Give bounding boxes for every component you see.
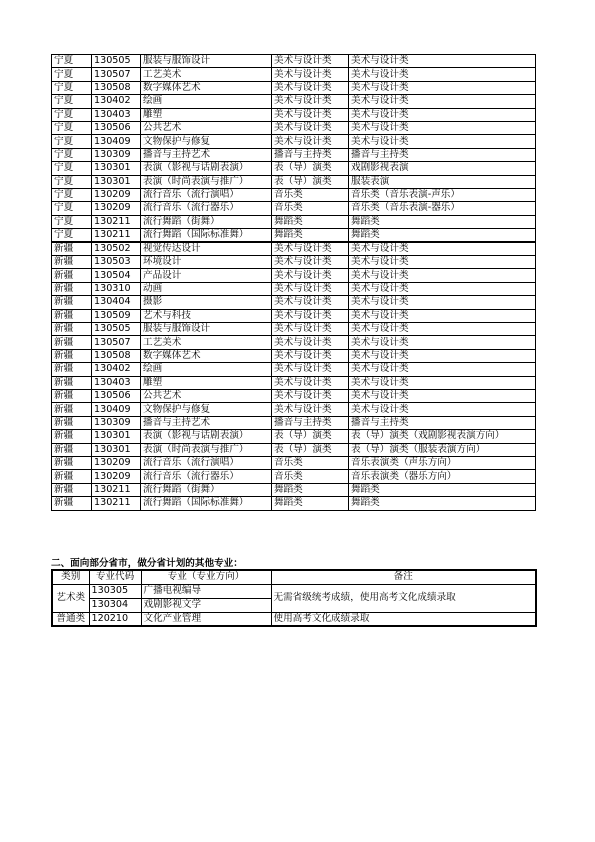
province-cell: 新疆 [52, 483, 92, 496]
exam-category-cell: 美术与设计类 [349, 108, 536, 121]
province-cell: 新疆 [52, 349, 92, 362]
major-cell: 流行音乐（流行器乐） [141, 470, 272, 483]
table-row [52, 497, 536, 510]
major-cell: 环境设计 [141, 256, 272, 269]
table-row [52, 108, 536, 121]
table-row [52, 81, 536, 94]
major-cell: 流行舞蹈（国际标准舞） [141, 229, 272, 243]
exam-category-cell: 美术与设计类 [349, 389, 536, 402]
major-cell: 雕塑 [141, 108, 272, 121]
table-row [52, 336, 536, 349]
table-row [52, 443, 536, 456]
major-cell: 流行音乐（流行器乐） [141, 202, 272, 215]
table-row [52, 55, 536, 68]
code-cell: 130509 [92, 309, 141, 322]
code-cell: 130404 [92, 296, 141, 309]
major-cell: 产品设计 [141, 269, 272, 282]
exam-category-cell: 美术与设计类 [349, 403, 536, 416]
category-cell: 艺术类 [52, 584, 89, 612]
province-cell: 新疆 [52, 282, 92, 295]
header-row [52, 570, 536, 584]
exam-category-cell: 音乐类（音乐表演-声乐） [349, 188, 536, 201]
major-cell: 服装与服饰设计 [141, 55, 272, 68]
code-cell: 130301 [92, 430, 141, 443]
category-cell: 美术与设计类 [272, 121, 349, 134]
province-cell: 新疆 [52, 430, 92, 443]
exam-category-cell: 舞蹈类 [349, 229, 536, 243]
header-major: 专业（专业方向） [141, 570, 271, 584]
exam-category-cell: 舞蹈类 [349, 215, 536, 228]
category-cell: 美术与设计类 [272, 296, 349, 309]
exam-category-cell: 美术与设计类 [349, 349, 536, 362]
category-cell: 舞蹈类 [272, 229, 349, 243]
province-cell: 宁夏 [52, 55, 92, 68]
province-cell: 宁夏 [52, 215, 92, 228]
note-cell: 使用高考文化成绩录取 [271, 612, 536, 626]
major-cell: 服装与服饰设计 [141, 323, 272, 336]
exam-category-cell: 美术与设计类 [349, 269, 536, 282]
major-cell: 数字媒体艺术 [141, 349, 272, 362]
exam-category-cell: 音乐类（音乐表演-器乐） [349, 202, 536, 215]
category-cell: 表（导）演类 [272, 175, 349, 188]
major-cell: 表演（影视与话剧表演） [141, 162, 272, 175]
major-cell: 摄影 [141, 296, 272, 309]
category-cell: 音乐类 [272, 188, 349, 201]
major-cell: 表演（影视与话剧表演） [141, 430, 272, 443]
code-cell: 130304 [89, 598, 141, 612]
province-cell: 新疆 [52, 497, 92, 510]
exam-category-cell: 音乐表演类（声乐方向） [349, 456, 536, 469]
other-majors-table [51, 569, 537, 627]
province-cell: 新疆 [52, 256, 92, 269]
code-cell: 130409 [92, 403, 141, 416]
category-cell: 美术与设计类 [272, 389, 349, 402]
major-cell: 流行音乐（流行演唱） [141, 188, 272, 201]
major-cell: 流行舞蹈（街舞） [141, 483, 272, 496]
code-cell: 130506 [92, 121, 141, 134]
province-cell: 新疆 [52, 389, 92, 402]
major-cell: 视觉传达设计 [141, 242, 272, 256]
major-cell: 文化产业管理 [141, 612, 271, 626]
province-cell: 新疆 [52, 403, 92, 416]
code-cell: 130309 [92, 148, 141, 161]
province-cell: 新疆 [52, 470, 92, 483]
code-cell: 130301 [92, 175, 141, 188]
category-cell: 美术与设计类 [272, 55, 349, 68]
code-cell: 130505 [92, 55, 141, 68]
code-cell: 130402 [92, 363, 141, 376]
province-cell: 新疆 [52, 363, 92, 376]
note-cell: 无需省级统考成绩，使用高考文化成绩录取 [271, 584, 536, 612]
category-cell: 美术与设计类 [272, 242, 349, 256]
major-cell: 绘画 [141, 363, 272, 376]
major-cell: 工艺美术 [141, 336, 272, 349]
table-row [52, 256, 536, 269]
table-row [52, 188, 536, 201]
table-row [52, 584, 536, 598]
province-cell: 新疆 [52, 323, 92, 336]
province-cell: 新疆 [52, 269, 92, 282]
category-cell: 播音与主持类 [272, 416, 349, 429]
province-cell: 宁夏 [52, 175, 92, 188]
code-cell: 130209 [92, 470, 141, 483]
category-cell: 美术与设计类 [272, 269, 349, 282]
code-cell: 130504 [92, 269, 141, 282]
exam-category-cell: 美术与设计类 [349, 376, 536, 389]
category-cell: 美术与设计类 [272, 403, 349, 416]
category-cell: 表（导）演类 [272, 430, 349, 443]
exam-category-cell: 美术与设计类 [349, 135, 536, 148]
header-category: 类别 [52, 570, 89, 584]
table-row [52, 282, 536, 295]
province-cell: 宁夏 [52, 121, 92, 134]
code-cell: 120210 [89, 612, 141, 626]
category-cell: 表（导）演类 [272, 443, 349, 456]
exam-category-cell: 戏剧影视表演 [349, 162, 536, 175]
code-cell: 130402 [92, 95, 141, 108]
province-cell: 宁夏 [52, 68, 92, 81]
code-cell: 130211 [92, 229, 141, 243]
major-cell: 文物保护与修复 [141, 135, 272, 148]
major-cell: 播音与主持艺术 [141, 416, 272, 429]
code-cell: 130505 [92, 323, 141, 336]
exam-category-cell: 美术与设计类 [349, 363, 536, 376]
table-row [52, 430, 536, 443]
code-cell: 130508 [92, 81, 141, 94]
category-cell: 美术与设计类 [272, 282, 349, 295]
table-row [52, 376, 536, 389]
table-row [52, 296, 536, 309]
table-row [52, 121, 536, 134]
province-cell: 宁夏 [52, 162, 92, 175]
category-cell: 美术与设计类 [272, 323, 349, 336]
table-row [52, 148, 536, 161]
table-row [52, 162, 536, 175]
table-row [52, 175, 536, 188]
major-cell: 广播电视编导 [141, 584, 271, 598]
table-row [52, 470, 536, 483]
major-cell: 播音与主持艺术 [141, 148, 272, 161]
major-cell: 公共艺术 [141, 389, 272, 402]
province-cell: 新疆 [52, 336, 92, 349]
code-cell: 130211 [92, 215, 141, 228]
major-cell: 绘画 [141, 95, 272, 108]
province-cell: 宁夏 [52, 148, 92, 161]
exam-category-cell: 美术与设计类 [349, 55, 536, 68]
code-cell: 130502 [92, 242, 141, 256]
exam-category-cell: 舞蹈类 [349, 483, 536, 496]
code-cell: 130403 [92, 376, 141, 389]
code-cell: 130309 [92, 416, 141, 429]
category-cell: 美术与设计类 [272, 135, 349, 148]
table-row [52, 483, 536, 496]
code-cell: 130507 [92, 336, 141, 349]
category-cell: 播音与主持类 [272, 148, 349, 161]
code-cell: 130508 [92, 349, 141, 362]
table-row [52, 389, 536, 402]
major-cell: 流行舞蹈（街舞） [141, 215, 272, 228]
category-cell: 美术与设计类 [272, 336, 349, 349]
province-cell: 新疆 [52, 309, 92, 322]
code-cell: 130403 [92, 108, 141, 121]
exam-category-cell: 美术与设计类 [349, 81, 536, 94]
exam-category-cell: 美术与设计类 [349, 121, 536, 134]
province-cell: 新疆 [52, 376, 92, 389]
category-cell: 美术与设计类 [272, 363, 349, 376]
category-cell: 美术与设计类 [272, 376, 349, 389]
code-cell: 130301 [92, 443, 141, 456]
exam-category-cell: 美术与设计类 [349, 282, 536, 295]
exam-category-cell: 播音与主持类 [349, 148, 536, 161]
table-row [52, 242, 536, 256]
category-cell: 舞蹈类 [272, 497, 349, 510]
exam-category-cell: 美术与设计类 [349, 68, 536, 81]
table-row [52, 135, 536, 148]
section-heading: 二、面向部分省市，做分省计划的其他专业： [51, 558, 243, 569]
exam-category-cell: 美术与设计类 [349, 309, 536, 322]
major-cell: 表演（时尚表演与推广） [141, 443, 272, 456]
code-cell: 130301 [92, 162, 141, 175]
exam-category-cell: 播音与主持类 [349, 416, 536, 429]
table-row [52, 349, 536, 362]
category-cell: 美术与设计类 [272, 81, 349, 94]
exam-category-cell: 美术与设计类 [349, 242, 536, 256]
major-cell: 动画 [141, 282, 272, 295]
code-cell: 130211 [92, 483, 141, 496]
province-cell: 宁夏 [52, 202, 92, 215]
category-cell: 舞蹈类 [272, 483, 349, 496]
province-cell: 新疆 [52, 416, 92, 429]
category-cell: 美术与设计类 [272, 95, 349, 108]
category-cell: 普通类 [52, 612, 89, 626]
code-cell: 130209 [92, 202, 141, 215]
table-row [52, 269, 536, 282]
major-cell: 流行舞蹈（国际标准舞） [141, 497, 272, 510]
header-note: 备注 [271, 570, 536, 584]
province-cell: 宁夏 [52, 188, 92, 201]
table-row [52, 68, 536, 81]
category-cell: 音乐类 [272, 202, 349, 215]
exam-category-cell: 美术与设计类 [349, 323, 536, 336]
table-row [52, 202, 536, 215]
code-cell: 130507 [92, 68, 141, 81]
province-cell: 新疆 [52, 296, 92, 309]
code-cell: 130503 [92, 256, 141, 269]
exam-category-cell: 美术与设计类 [349, 256, 536, 269]
major-cell: 戏剧影视文学 [141, 598, 271, 612]
table-row [52, 323, 536, 336]
major-cell: 数字媒体艺术 [141, 81, 272, 94]
category-cell: 美术与设计类 [272, 68, 349, 81]
exam-category-cell: 美术与设计类 [349, 336, 536, 349]
category-cell: 音乐类 [272, 470, 349, 483]
code-cell: 130211 [92, 497, 141, 510]
exam-category-cell: 表（导）演类（戏剧影视表演方向） [349, 430, 536, 443]
exam-category-cell: 美术与设计类 [349, 296, 536, 309]
code-cell: 130409 [92, 135, 141, 148]
province-cell: 宁夏 [52, 81, 92, 94]
major-cell: 工艺美术 [141, 68, 272, 81]
major-cell: 流行音乐（流行演唱） [141, 456, 272, 469]
province-cell: 宁夏 [52, 95, 92, 108]
code-cell: 130209 [92, 188, 141, 201]
major-cell: 文物保护与修复 [141, 403, 272, 416]
exam-category-cell: 美术与设计类 [349, 95, 536, 108]
major-cell: 表演（时尚表演与推广） [141, 175, 272, 188]
province-cell: 新疆 [52, 443, 92, 456]
header-code: 专业代码 [89, 570, 141, 584]
category-cell: 表（导）演类 [272, 162, 349, 175]
major-cell: 艺术与科技 [141, 309, 272, 322]
code-cell: 130209 [92, 456, 141, 469]
exam-category-cell: 服装表演 [349, 175, 536, 188]
category-cell: 美术与设计类 [272, 309, 349, 322]
table-row [52, 416, 536, 429]
code-cell: 130305 [89, 584, 141, 598]
province-cell: 新疆 [52, 242, 92, 256]
table-row [52, 215, 536, 228]
province-cell: 宁夏 [52, 135, 92, 148]
category-cell: 美术与设计类 [272, 256, 349, 269]
major-cell: 公共艺术 [141, 121, 272, 134]
exam-category-cell: 音乐表演类（器乐方向） [349, 470, 536, 483]
table-row [52, 309, 536, 322]
category-cell: 音乐类 [272, 456, 349, 469]
province-cell: 新疆 [52, 456, 92, 469]
code-cell: 130506 [92, 389, 141, 402]
province-cell: 宁夏 [52, 229, 92, 243]
category-cell: 美术与设计类 [272, 108, 349, 121]
table-row [52, 95, 536, 108]
province-cell: 宁夏 [52, 108, 92, 121]
category-cell: 舞蹈类 [272, 215, 349, 228]
category-cell: 美术与设计类 [272, 349, 349, 362]
table-row [52, 612, 536, 626]
table-row [52, 456, 536, 469]
table-row [52, 403, 536, 416]
admission-table [51, 54, 536, 511]
exam-category-cell: 舞蹈类 [349, 497, 536, 510]
major-cell: 雕塑 [141, 376, 272, 389]
exam-category-cell: 表（导）演类（服装表演方向） [349, 443, 536, 456]
table-row [52, 229, 536, 243]
table-row [52, 363, 536, 376]
code-cell: 130310 [92, 282, 141, 295]
